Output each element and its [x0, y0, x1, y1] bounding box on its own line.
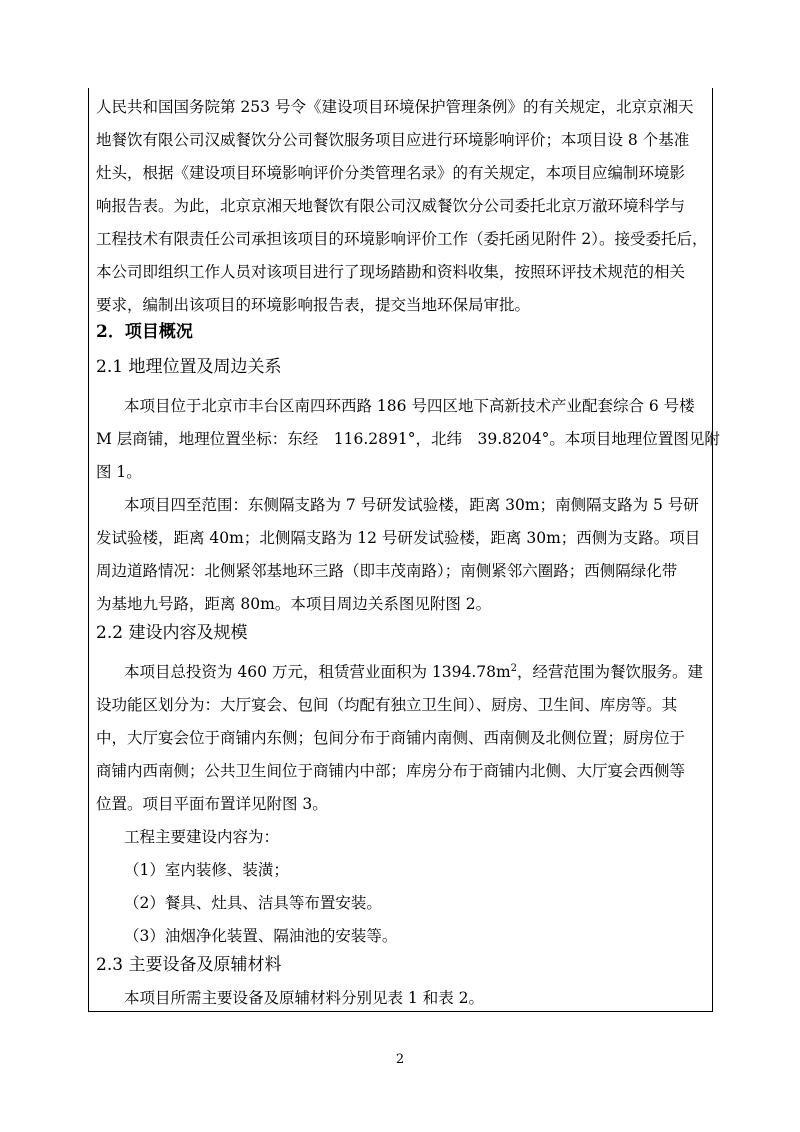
- paragraph-line: 位置。项目平面布置详见附图 3。: [96, 795, 328, 813]
- paragraph-line: 商铺内西南侧；公共卫生间位于商铺内中部；库房分布于商铺内北侧、大厅宴会西侧等: [96, 762, 686, 780]
- paragraph-line: 中，大厅宴会位于商铺内东侧；包间分布于商铺内南侧、西南侧及北侧位置；厨房位于: [96, 729, 686, 747]
- paragraph-line: 本项目位于北京市丰台区南四环西路 186 号四区地下高新技术产业配套综合 6 号楼: [124, 397, 695, 415]
- intro-line: 灶头，根据《建设项目环境影响评价分类管理名录》的有关规定，本项目应编制环境影: [96, 164, 686, 182]
- paragraph-text: 本项目总投资为 460 万元，租赁营业面积为 1394.78m: [124, 663, 511, 681]
- page-number: 2: [395, 1052, 405, 1067]
- paragraph-line: [124, 662, 703, 682]
- intro-line: 本公司即组织工作人员对该项目进行了现场踏勘和资料收集，按照环评技术规范的相关: [96, 263, 686, 281]
- paragraph-line: M 层商铺，地理位置坐标：东经 116.2891°，北纬 39.8204°。本项目地理位置图见附: [96, 430, 720, 448]
- intro-line: 工程技术有限责任公司承担该项目的环境影响评价工作（委托函见附件 2）。接受委托后，: [96, 230, 708, 248]
- paragraph-line: 周边道路情况：北侧紧邻基地环三路（即丰茂南路）；南侧紧邻六圈路；西侧隔绿化带: [96, 562, 678, 580]
- paragraph-line: 本项目四至范围：东侧隔支路为 7 号研发试验楼，距离 30m；南侧隔支路为 5 号研: [124, 496, 699, 514]
- list-item: （1）室内装修、装潢；: [124, 861, 289, 879]
- subsection-heading: 2.3 主要设备及原辅材料: [96, 955, 282, 975]
- subsection-heading: 2.2 建设内容及规模: [96, 623, 248, 643]
- list-item: （2）餐具、灶具、洁具等布置安装。: [124, 894, 382, 912]
- superscript: 2: [510, 662, 518, 674]
- section-heading: 2．项目概况: [96, 322, 193, 342]
- intro-line: 响报告表。为此，北京京湘天地餐饮有限公司汉威餐饮分公司委托北京万澈环境科学与: [96, 197, 686, 215]
- paragraph-line: 发试验楼，距离 40m；北侧隔支路为 12 号研发试验楼，距离 30m；西侧为支路。项目: [96, 529, 701, 547]
- paragraph-text: ，经营范围为餐饮服务。建: [517, 663, 704, 681]
- paragraph-line: 设功能区划分为：大厅宴会、包间（均配有独立卫生间）、厨房、卫生间、库房等。其: [96, 696, 678, 714]
- intro-line: 人民共和国国务院第 253 号令《建设项目环境保护管理条例》的有关规定，北京京湘天: [96, 98, 694, 116]
- paragraph-line: 为基地九号路，距离 80m。本项目周边关系图见附图 2。: [96, 595, 492, 613]
- paragraph-line: 图 1。: [96, 463, 142, 481]
- intro-line: 要求，编制出该项目的环境影响报告表，提交当地环保局审批。: [96, 296, 531, 314]
- intro-line: 地餐饮有限公司汉威餐饮分公司餐饮服务项目应进行环境影响评价；本项目设 8 个基准: [96, 131, 690, 149]
- paragraph-line: 本项目所需主要设备及原辅材料分别见表 1 和表 2。: [124, 989, 485, 1007]
- list-item: （3）油烟净化装置、隔油池的安装等。: [124, 927, 398, 945]
- list-intro: 工程主要建设内容为：: [124, 828, 280, 846]
- subsection-heading: 2.1 地理位置及周边关系: [96, 357, 282, 377]
